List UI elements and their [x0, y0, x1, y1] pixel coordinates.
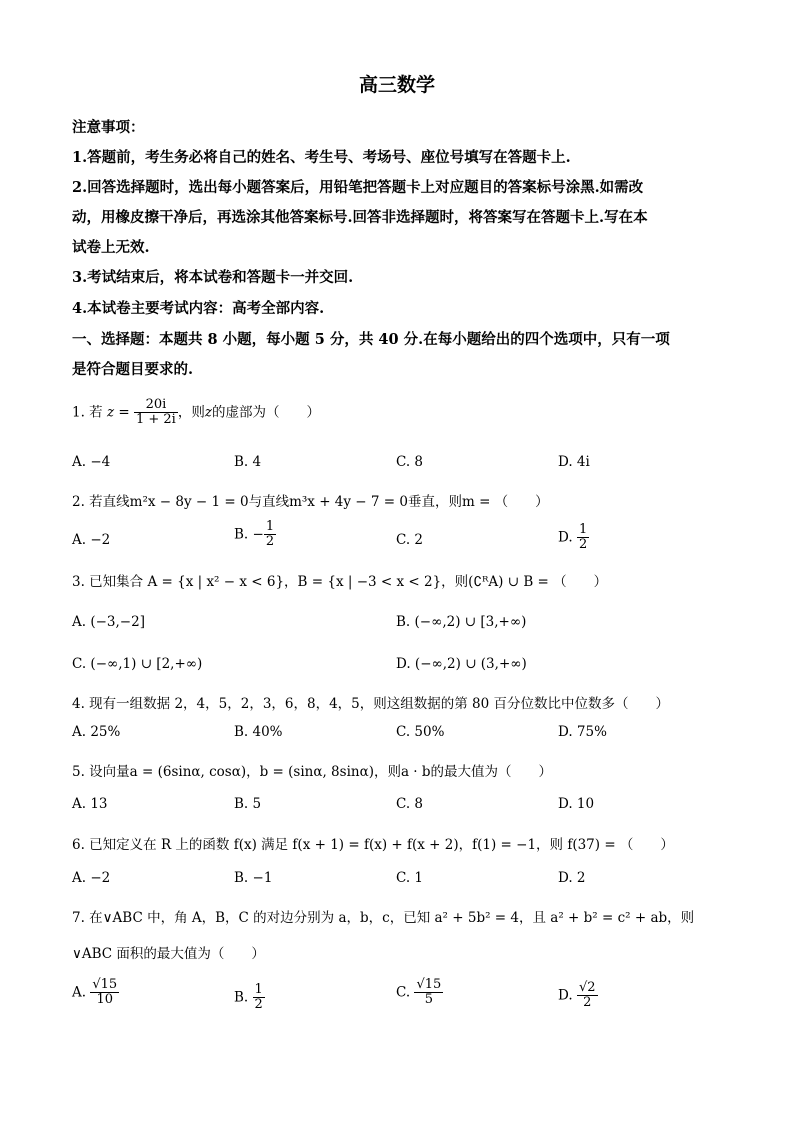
question-7-line1: 7. 在∨ABC 中，角 A，B，C 的对边分别为 a，b，c，已知 a² + 5b² = 4，且 a² + b² = c² + ab，则	[72, 910, 695, 926]
q5-option-b: B. 5	[234, 796, 262, 812]
q6-option-d: D. 2	[558, 870, 586, 886]
q1-z: z	[204, 404, 212, 421]
q1-end: 的虚部为（ ）	[211, 404, 320, 421]
question-1	[72, 398, 320, 428]
q5-option-a: A. 13	[72, 796, 108, 812]
q7-c-label: C.	[396, 984, 411, 1001]
question-2: 2. 若直线m²x − 8y − 1 = 0与直线m³x + 4y − 7 = 0垂直，则m = （ ）	[72, 494, 549, 510]
q7-a-frac	[90, 978, 119, 1008]
notice-item-4: 4.本试卷主要考试内容：高考全部内容.	[72, 300, 325, 317]
q7-a-den: 10	[96, 992, 114, 1008]
q1-frac-num: 20i	[134, 398, 178, 413]
q7-b-den: 2	[254, 997, 263, 1013]
q1-frac-den: 1 + 2i	[135, 412, 176, 428]
q3-option-d: D. (−∞,2) ∪ (3,+∞)	[396, 656, 527, 672]
q5-option-c: C. 8	[396, 796, 424, 812]
notice-item-3: 3.考试结束后，将本试卷和答题卡一并交回.	[72, 269, 354, 286]
q1-label: 1. 若	[72, 404, 103, 421]
q7-d-den: 2	[583, 995, 592, 1011]
notice-item-2-cont: 动，用橡皮擦干净后，再选涂其他答案标号.回答非选择题时，将答案写在答题卡上.写在本	[72, 209, 648, 226]
q7-d-num: √2	[578, 980, 596, 995]
q1-fraction	[134, 398, 178, 428]
q7-b-num: 1	[254, 982, 263, 997]
question-7-line2: ∨ABC 面积的最大值为（ ）	[72, 946, 265, 962]
q7-c-frac	[414, 978, 443, 1008]
page-title: 高三数学	[358, 74, 435, 96]
q6-option-b: B. −1	[234, 870, 273, 886]
q3-option-b: B. (−∞,2) ∪ [3,+∞)	[396, 614, 527, 630]
q1-z-eq: z =	[106, 404, 130, 421]
q7-option-b	[234, 983, 265, 1013]
q1-option-b: B. 4	[234, 454, 262, 470]
q2-option-b-sign: −	[252, 526, 264, 543]
q1-option-c: C. 8	[396, 454, 424, 470]
q7-a-label: A.	[72, 984, 87, 1001]
q7-c-den: 5	[424, 992, 433, 1008]
q2-d-num: 1	[578, 522, 588, 537]
question-4: 4. 现有一组数据 2，4，5，2，3，6，8，4，5，则这组数据的第 80 百分位数比中位数多（ ）	[72, 696, 670, 712]
section-heading-line1: 一、选择题：本题共 8 小题，每小题 5 分，共 40 分.在每小题给出的四个选项中，只有一项	[72, 331, 670, 348]
q2-b-den: 2	[265, 534, 275, 550]
q2-option-b-label: B.	[234, 526, 249, 543]
q6-option-c: C. 1	[396, 870, 424, 886]
notice-heading: 注意事项：	[72, 119, 145, 136]
q1-option-a: A. −4	[72, 454, 111, 470]
q2-option-a: A. −2	[72, 532, 111, 548]
q7-b-label: B.	[234, 989, 249, 1006]
q7-option-a	[72, 978, 119, 1008]
q4-option-c: C. 50%	[396, 724, 445, 740]
q6-option-a: A. −2	[72, 870, 111, 886]
q2-b-num: 1	[265, 519, 275, 534]
q3-option-c: C. (−∞,1) ∪ [2,+∞)	[72, 656, 203, 672]
q2-option-d-frac	[577, 523, 589, 553]
q1-option-d: D. 4i	[558, 454, 590, 470]
q2-option-c: C. 2	[396, 532, 424, 548]
q3-option-a: A. (−3,−2]	[72, 614, 145, 630]
q2-option-b-frac	[264, 520, 276, 550]
notice-item-2-end: 试卷上无效.	[72, 239, 150, 256]
q7-b-frac	[253, 983, 265, 1013]
q4-option-d: D. 75%	[558, 724, 607, 740]
question-6: 6. 已知定义在 R 上的函数 f(x) 满足 f(x + 1) = f(x) + f(x + 2)，f(1) = −1，则 f(37) = （ ）	[72, 837, 674, 853]
q4-option-b: B. 40%	[234, 724, 283, 740]
q7-d-label: D.	[558, 987, 573, 1004]
notice-item-1: 1.答题前，考生务必将自己的姓名、考生号、考场号、座位号填写在答题卡上.	[72, 149, 571, 166]
q7-c-num: √15	[416, 977, 442, 992]
q7-a-num: √15	[92, 977, 118, 992]
q7-d-frac	[577, 981, 598, 1011]
q7-option-c	[396, 978, 443, 1008]
q4-option-a: A. 25%	[72, 724, 121, 740]
question-3: 3. 已知集合 A = {x | x² − x < 6}，B = {x | −3 < x < 2}，则(∁ᴿA) ∪ B = （ ）	[72, 574, 608, 590]
q7-option-d	[558, 981, 598, 1011]
q1-post: ，则	[177, 404, 205, 421]
q2-d-den: 2	[578, 537, 588, 553]
notice-item-2: 2.回答选择题时，选出每小题答案后，用铅笔把答题卡上对应题目的答案标号涂黑.如需改	[72, 179, 644, 196]
q2-option-b	[234, 520, 276, 550]
section-heading-line2: 是符合题目要求的.	[72, 361, 194, 378]
q2-option-d	[558, 523, 589, 553]
q5-option-d: D. 10	[558, 796, 595, 812]
question-5: 5. 设向量a = (6sinα, cosα)，b = (sinα, 8sinα)，则a · b的最大值为（ ）	[72, 764, 553, 780]
q2-option-d-label: D.	[558, 529, 573, 546]
